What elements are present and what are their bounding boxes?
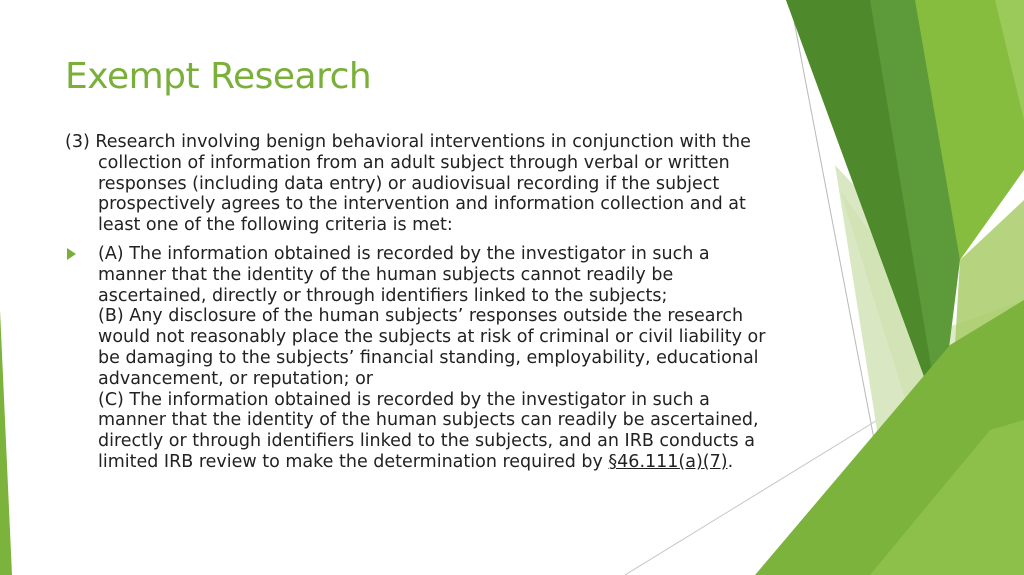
criterion-a: (A) The information obtained is recorded by the investigator in such a manner that the identity of the human subjects cannot readily be ascertained, directly or through identifiers linked to the subjects;	[98, 243, 710, 306]
intro-paragraph: (3) Research involving benign behavioral interventions in conjunction with the collection of information from an adult subject through verbal or written responses (including data entry) or audiovisual recording if the subject prospectively agrees to the intervention and information collection and at least one of the following criteria is met:	[65, 132, 751, 236]
criteria-bullet	[65, 244, 777, 473]
regulation-link[interactable]: §46.111(a)(7)	[608, 451, 728, 472]
criterion-c	[98, 390, 777, 473]
criterion-c-end: .	[727, 451, 734, 472]
slide-body	[65, 132, 777, 473]
slide-title: Exempt Research	[65, 56, 372, 97]
deco-shape	[0, 310, 12, 575]
triangle-right-icon	[67, 248, 76, 260]
criterion-c-text: (C) The information obtained is recorded by the investigator in such a manner that the identity of the human subjects can readily be ascertained, directly or through identifiers linked to the subjects, and an IRB conducts a limited IRB review to make the determination required by	[98, 389, 759, 472]
criterion-b: (B) Any disclosure of the human subjects’ responses outside the research would not reasonably place the subjects at risk of criminal or civil liability or be damaging to the subjects’ financial standing, employability, educational advancement, or reputation; or	[98, 306, 766, 389]
